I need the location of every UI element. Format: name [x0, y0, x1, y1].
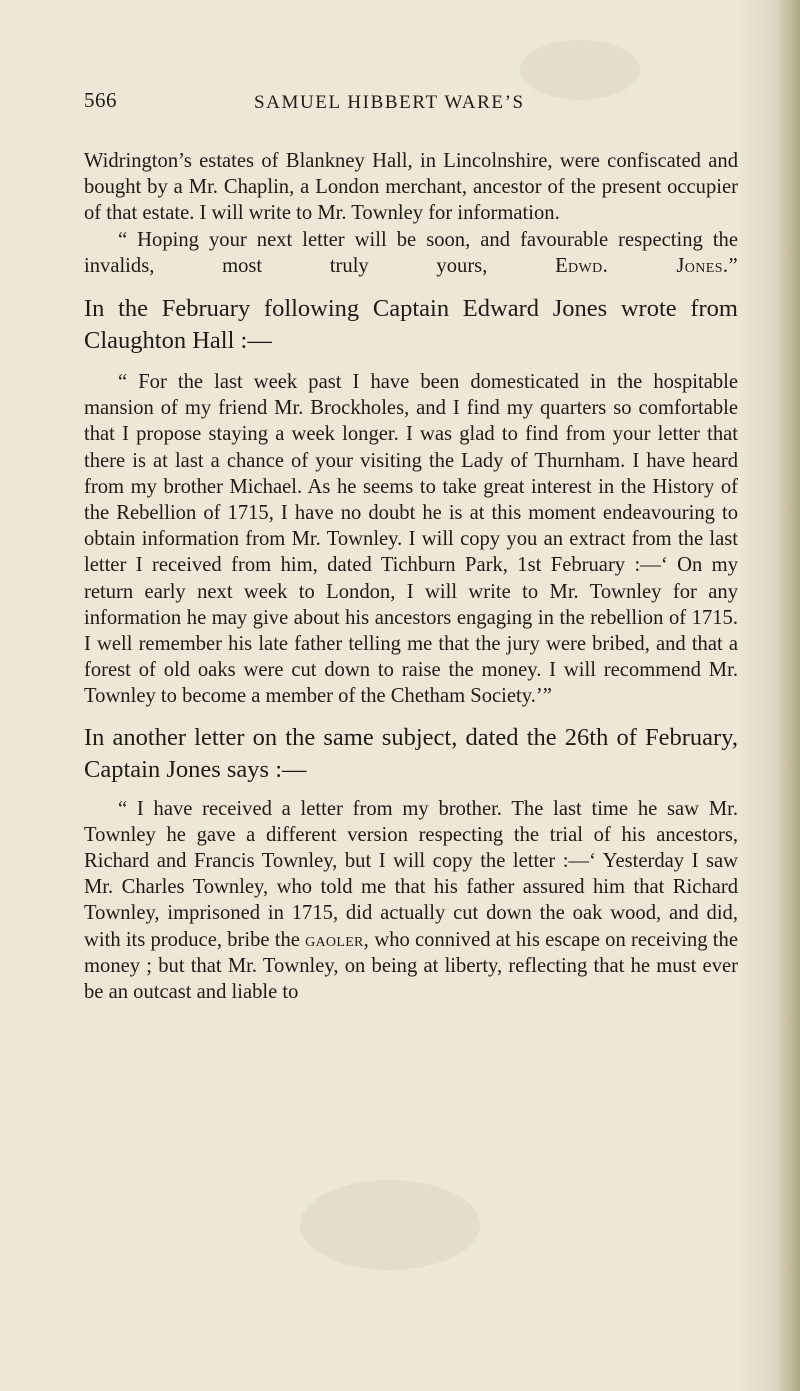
page-edge-shadow [774, 0, 800, 1391]
letter-text: who connived at his escape on receiving the money ; but that Mr. Townley, on being at liberty, reflecting that he must ever be an outcast and liable to [84, 928, 738, 1004]
running-head: SAMUEL HIBBERT WARE’S [254, 92, 525, 113]
closing-text: “ Hoping your next letter will be soon, and favourable respecting the invalids, most truly yours, [84, 228, 738, 277]
narration-paragraph: In another letter on the same subject, dated the 26th of February, Captain Jones says :— [84, 723, 738, 783]
signature: Edwd. Jones.” [555, 254, 738, 277]
letter-text: “ I have received a letter from my brother. The last time he saw Mr. Townley he gave a different version respecting the trial of his ancestors, Richard and Francis Townley, but I will copy the letter :—‘ Yesterday I saw Mr. Charles Townley, who told me that his father assured him that Richard Townley, imprisoned in 1715, did actually cut down the oak wood, and did, with its produce, bribe the [84, 797, 738, 951]
paper-stain [300, 1180, 480, 1270]
body-text [84, 148, 738, 1005]
page-header [0, 88, 800, 128]
page-number: 566 [84, 88, 117, 112]
letter-paragraph [84, 796, 738, 1006]
letter-paragraph: “ For the last week past I have been domesticated in the hospitable mansion of my friend Mr. Brockholes, and I find my quarters so comfortable that I propose staying a week longer. I was glad to find from your letter that there is at last a chance of your visiting the Lady of Thurnham. I have heard from my brother Michael. As he seems to take great interest in the History of the Rebellion of 1715, I have no doubt he is at this moment endeavouring to obtain information from Mr. Townley. I will copy you an extract from the last letter I received from him, dated Tichburn Park, 1st February :—‘ On my return early next week to London, I will write to Mr. Townley for any information he may give about his ancestors engaging in the rebellion of 1715. I well remember his late father telling me that the jury were bribed, and that a forest of old oaks were cut down to raise the money. I will recommend Mr. Townley to become a member of the Chetham Society.’” [84, 371, 738, 708]
narration-paragraph: In the February following Captain Edward Jones wrote from Claughton Hall :— [84, 295, 738, 355]
paragraph-continuation: Widrington’s estates of Blankney Hall, in Lincolnshire, were confiscated and bought by a Mr. Chaplin, a London merchant, ancestor of the present occupier of that estate. I will write to Mr. Townley for information. [84, 150, 738, 225]
paragraph-closing [84, 227, 738, 279]
letter-text-smallcaps: gaoler, [305, 928, 370, 951]
